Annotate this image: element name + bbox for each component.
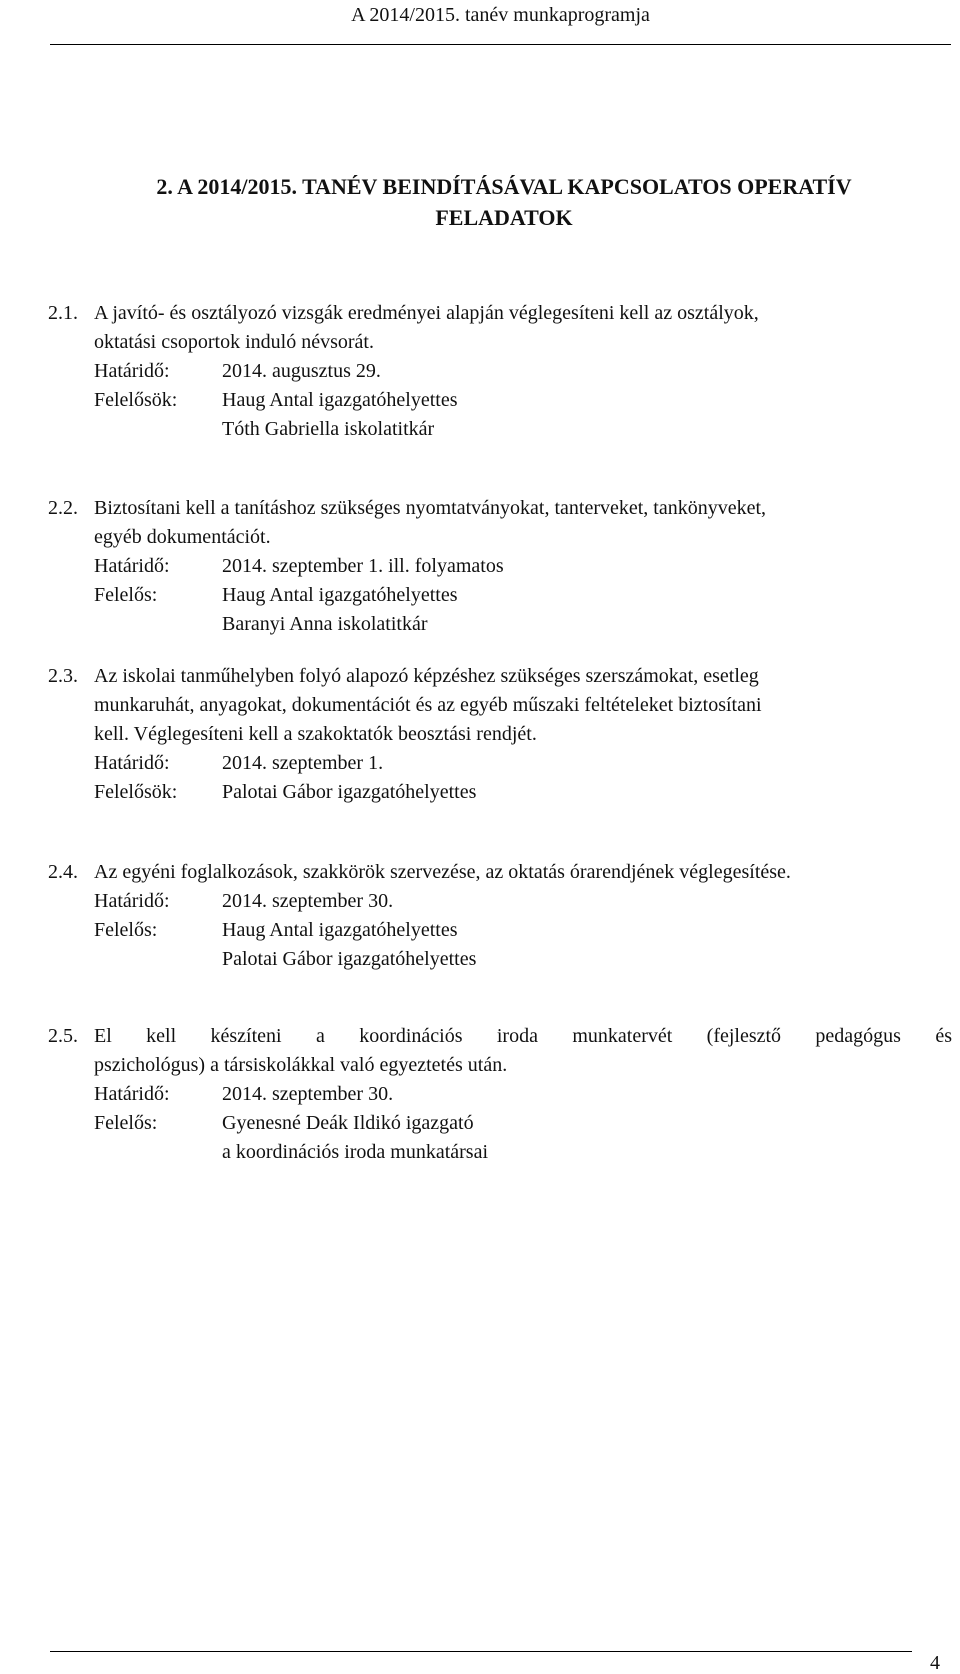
- task-item-2-4: [48, 858, 952, 974]
- responsible-person-1: Haug Antal igazgatóhelyettes: [222, 584, 458, 606]
- responsible-row-continued: [48, 945, 952, 974]
- task-number: 2.2.: [48, 497, 78, 519]
- task-text-line-2: oktatási csoportok induló névsorát.: [94, 331, 374, 353]
- responsible-row: [48, 1109, 952, 1138]
- responsible-person-2: a koordinációs iroda munkatársai: [222, 1141, 489, 1163]
- responsible-label: Felelősök:: [94, 781, 178, 803]
- deadline-row: [48, 357, 952, 386]
- responsible-row-continued: [48, 415, 952, 444]
- running-header: [50, 0, 951, 45]
- responsible-row-continued: [48, 610, 952, 639]
- deadline-row: [48, 1080, 952, 1109]
- deadline-value: 2014. szeptember 1. ill. folyamatos: [222, 555, 504, 577]
- responsible-person-1: Haug Antal igazgatóhelyettes: [222, 389, 458, 411]
- responsible-person-1: Palotai Gábor igazgatóhelyettes: [222, 781, 477, 803]
- footer-divider: [50, 1651, 912, 1652]
- deadline-label: Határidő:: [94, 360, 170, 382]
- deadline-row: [48, 749, 952, 778]
- task-text-line-2: pszichológus) a társiskolákkal való egyeztetés után.: [94, 1054, 508, 1076]
- chapter-title: [74, 171, 934, 233]
- task-number: 2.1.: [48, 302, 78, 324]
- deadline-value: 2014. szeptember 1.: [222, 752, 384, 774]
- task-item-2-1: [48, 299, 952, 444]
- responsible-label: Felelős:: [94, 919, 158, 941]
- task-text-line-1: A javító- és osztályozó vizsgák eredményei alapján véglegesíteni kell az osztályok,: [94, 302, 759, 324]
- responsible-row: [48, 916, 952, 945]
- task-item-2-3: [48, 662, 952, 807]
- chapter-title-line-2: FELADATOK: [435, 205, 573, 230]
- task-text-line-2: egyéb dokumentációt.: [94, 526, 271, 548]
- task-text-line-1: El kell készíteni a koordinációs iroda munkatervét (fejlesztő pedagógus és: [94, 1025, 952, 1047]
- task-text-line-1: Az egyéni foglalkozások, szakkörök szervezése, az oktatás órarendjének véglegesítése.: [94, 861, 791, 883]
- deadline-value: 2014. augusztus 29.: [222, 360, 381, 382]
- deadline-label: Határidő:: [94, 752, 170, 774]
- deadline-label: Határidő:: [94, 1083, 170, 1105]
- task-number: 2.3.: [48, 665, 78, 687]
- running-header-title: A 2014/2015. tanév munkaprogramja: [351, 4, 650, 26]
- responsible-row: [48, 386, 952, 415]
- task-number: 2.5.: [48, 1025, 78, 1047]
- responsible-row: [48, 581, 952, 610]
- deadline-row: [48, 887, 952, 916]
- responsible-row: [48, 778, 952, 807]
- task-text-line-3: kell. Véglegesíteni kell a szakoktatók beosztási rendjét.: [94, 723, 537, 745]
- responsible-label: Felelősök:: [94, 389, 178, 411]
- task-text-line-1: Biztosítani kell a tanításhoz szükséges nyomtatványokat, tanterveket, tankönyveket,: [94, 497, 767, 519]
- deadline-label: Határidő:: [94, 555, 170, 577]
- responsible-person-2: Tóth Gabriella iskolatitkár: [222, 418, 435, 440]
- task-item-2-5: [48, 1022, 952, 1167]
- responsible-row-continued: [48, 1138, 952, 1167]
- task-item-2-2: [48, 494, 952, 639]
- responsible-label: Felelős:: [94, 584, 158, 606]
- deadline-value: 2014. szeptember 30.: [222, 890, 394, 912]
- task-text-line-1: Az iskolai tanműhelyben folyó alapozó képzéshez szükséges szerszámokat, esetleg: [94, 665, 759, 687]
- responsible-person-1: Gyenesné Deák Ildikó igazgató: [222, 1112, 474, 1134]
- deadline-value: 2014. szeptember 30.: [222, 1083, 394, 1105]
- deadline-label: Határidő:: [94, 890, 170, 912]
- deadline-row: [48, 552, 952, 581]
- task-text-line-2: munkaruhát, anyagokat, dokumentációt és az egyéb műszaki feltételeket biztosítani: [94, 694, 762, 716]
- responsible-label: Felelős:: [94, 1112, 158, 1134]
- task-number: 2.4.: [48, 861, 78, 883]
- responsible-person-2: Palotai Gábor igazgatóhelyettes: [222, 948, 477, 970]
- chapter-title-line-1: 2. A 2014/2015. TANÉV BEINDÍTÁSÁVAL KAPCSOLATOS OPERATÍV: [156, 174, 852, 199]
- responsible-person-1: Haug Antal igazgatóhelyettes: [222, 919, 458, 941]
- page-number: 4: [930, 1652, 940, 1674]
- responsible-person-2: Baranyi Anna iskolatitkár: [222, 613, 428, 635]
